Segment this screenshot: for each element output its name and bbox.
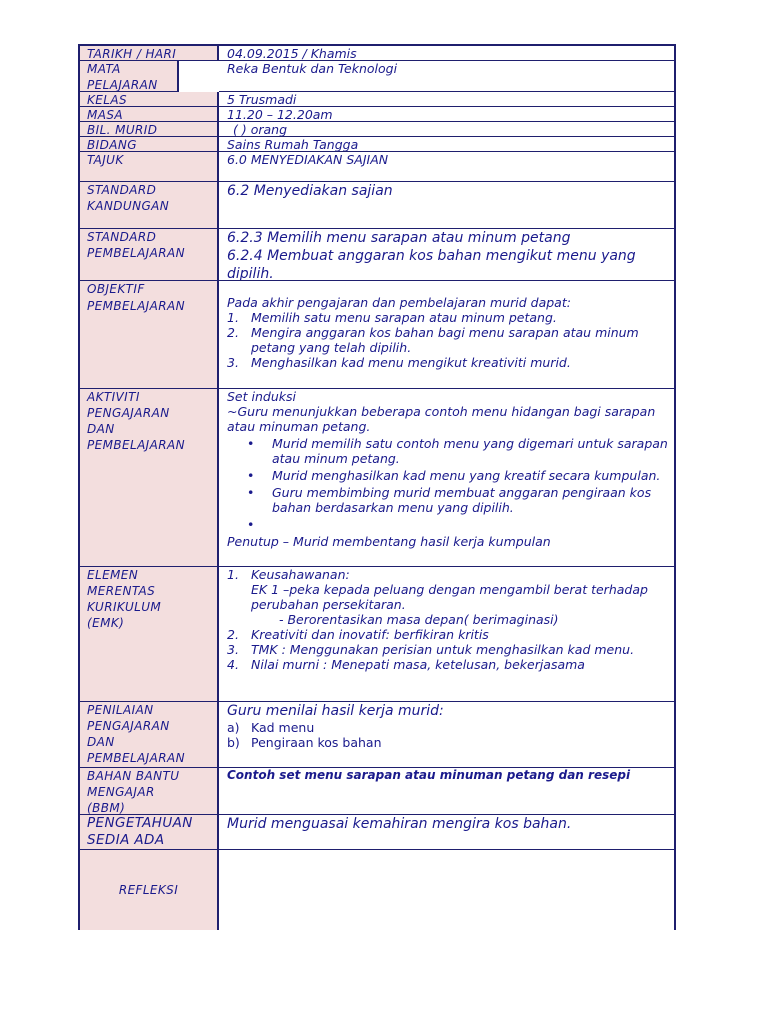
masa-value: 11.20 – 12.20am [219, 107, 674, 122]
refleksi-label: REFLEKSI [80, 850, 219, 930]
psa-label [80, 815, 219, 850]
sk-label-text: STANDARD KANDUNGAN [87, 183, 170, 213]
murid-label: BIL. MURID [80, 122, 219, 137]
penilaian-intro: Guru menilai hasil kerja murid: [227, 703, 444, 719]
tarikh-value: 04.09.2015 / Khamis [219, 46, 674, 61]
tajuk-label: TAJUK [80, 152, 219, 182]
emk-label-text: ELEMEN MERENTAS KURIKULUM (EMK) [87, 568, 162, 630]
sk-value: 6.2 Menyediakan sajian [219, 182, 674, 229]
tajuk-value: 6.0 MENYEDIAKAN SAJIAN [219, 152, 674, 182]
sp-line-2: 6.2.4 Membuat anggaran kos bahan mengikut menu yang dipilih. [227, 248, 636, 281]
bbm-value: Contoh set menu sarapan atau minuman petang dan resepi [219, 768, 674, 815]
sp-label-text: STANDARD PEMBELAJARAN [87, 230, 185, 260]
bbm-label [80, 768, 219, 815]
emk-label [80, 567, 219, 702]
bidang-value: Sains Rumah Tangga [219, 137, 674, 152]
list-item: 2. Mengira anggaran kos bahan bagi menu sarapan atau minum petang yang telah dipilih. [227, 325, 639, 355]
list-item: • Guru membimbing murid membuat anggaran pengiraan kos bahan berdasarkan menu yang dipilih. [247, 485, 652, 515]
list-item: 1. Memilih satu menu sarapan atau minum petang. [227, 310, 557, 325]
list-item: 4. Nilai murni : Menepati masa, ketelusan, bekerjasama [227, 657, 585, 672]
kelas-label: KELAS [80, 92, 219, 107]
aktiviti-label-text: AKTIVITI PENGAJARAN DAN PEMBELAJARAN [87, 390, 185, 452]
objektif-value [219, 281, 674, 389]
masa-label: MASA [80, 107, 219, 122]
lesson-plan-table [78, 44, 676, 930]
list-item: 3. TMK : Menggunakan perisian untuk menghasilkan kad menu. [227, 642, 635, 657]
sk-label [80, 182, 219, 229]
list-item: b) Pengiraan kos bahan [227, 735, 382, 750]
aktiviti-value [219, 389, 674, 567]
murid-value: ( ) orang [219, 122, 674, 137]
list-item: • Murid menghasilkan kad menu yang kreatif secara kumpulan. [247, 468, 661, 483]
tarikh-label: TARIKH / HARI [80, 46, 219, 61]
set-induksi: Set induksi [227, 389, 296, 404]
ek-text: EK 1 –peka kepada peluang dengan mengambil berat terhadap perubahan persekitaran. [251, 582, 648, 612]
mata-label: MATA PELAJARAN [80, 61, 179, 92]
bidang-label: BIDANG [80, 137, 219, 152]
mata-value: Reka Bentuk dan Teknologi [219, 61, 674, 92]
emk-list [227, 567, 674, 672]
objektif-label [80, 281, 219, 389]
guru-text: ~Guru menunjukkan beberapa contoh menu hidangan bagi sarapan atau minuman petang. [227, 404, 656, 434]
penilaian-list [227, 720, 674, 750]
aktiviti-label [80, 389, 219, 567]
bbm-label-text: BAHAN BANTU MENGAJAR (BBM) [87, 769, 180, 815]
penilaian-label [80, 702, 219, 768]
objektif-label-text: OBJEKTIF PEMBELAJARAN [87, 282, 185, 313]
aktiviti-list [247, 436, 674, 532]
sp-value [219, 229, 674, 281]
psa-label-text: PENGETAHUAN SEDIA ADA [87, 815, 193, 848]
kelas-value: 5 Trusmadi [219, 92, 674, 107]
list-item: a) Kad menu [227, 720, 315, 735]
penilaian-value [219, 702, 674, 768]
refleksi-value [219, 850, 674, 930]
list-item: 3. Menghasilkan kad menu mengikut kreativiti murid. [227, 355, 571, 370]
list-item: 1. Keusahawanan: EK 1 –peka kepada peluang dengan mengambil berat terhadap perubahan persekitaran. - Berorentasikan masa depan( berimaginasi) [247, 567, 674, 627]
objektif-intro: Pada akhir pengajaran dan pembelajaran murid dapat: [227, 295, 571, 310]
sp-line-1: 6.2.3 Memilih menu sarapan atau minum petang [227, 230, 571, 246]
objektif-list [227, 310, 674, 370]
sp-label [80, 229, 219, 281]
list-item: • [247, 517, 255, 532]
penutup: Penutup – Murid membentang hasil kerja kumpulan [227, 534, 551, 549]
dash-text: - Berorentasikan masa depan( berimaginasi) [279, 612, 559, 627]
emk-value [219, 567, 674, 702]
penilaian-label-text: PENILAIAN PENGAJARAN DAN PEMBELAJARAN [87, 703, 185, 765]
psa-value: Murid menguasai kemahiran mengira kos bahan. [219, 815, 674, 850]
list-item: 2. Kreativiti dan inovatif: berfikiran kritis [227, 627, 489, 642]
list-item: • Murid memilih satu contoh menu yang digemari untuk sarapan atau minum petang. [247, 436, 668, 466]
